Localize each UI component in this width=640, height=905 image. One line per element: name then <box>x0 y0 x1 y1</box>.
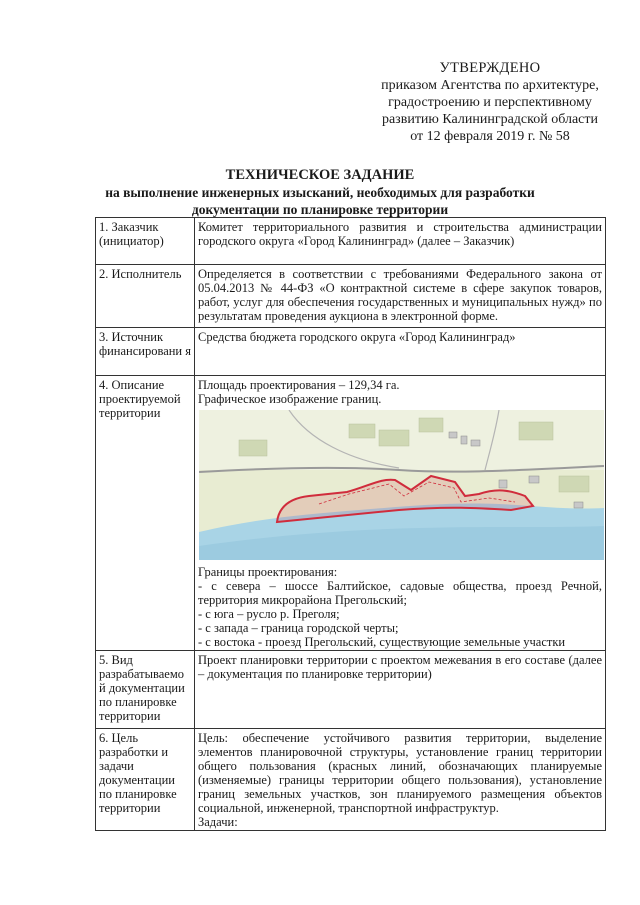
row-value <box>195 729 606 831</box>
row-label: 2. Исполнитель <box>96 265 195 328</box>
border-east: - с востока - проезд Прегольский, существующие земельные участки <box>198 635 566 649</box>
tasks-text: Задачи: <box>198 815 238 829</box>
row-value <box>195 328 606 376</box>
territory-map <box>199 410 604 560</box>
table-row <box>96 376 606 651</box>
doc-type-text: Проект планировки территории с проектом межевания в его составе (далее – документация по планировке территории) <box>198 653 602 681</box>
goals-text: Цель: обеспечение устойчивого развития территории, выделение элементов планировочной структуры, установление границ территории общего пользования (красных линий, обозначающих планируемые (изменяемые) границы территории общего пользования), установление границ земельных участков, зон планируемого размещения объектов социальной, инженерной, транспортной инфраструктур. <box>198 731 602 815</box>
title-main: ТЕХНИЧЕСКОЕ ЗАДАНИЕ <box>225 167 415 183</box>
border-west: - с запада – граница городской черты; <box>198 621 399 635</box>
approval-date: от 12 февраля 2019 г. № 58 <box>410 129 570 144</box>
approval-heading: УТВЕРЖДЕНО <box>439 60 541 76</box>
customer-text: Комитет территориального развития и строительства администрации городского округа «Город Калининград» (далее – Заказчик) <box>198 220 602 248</box>
funding-text: Средства бюджета городского округа «Город Калининград» <box>198 330 516 344</box>
document-title <box>95 167 545 218</box>
borders-heading: Границы проектирования: <box>198 565 338 579</box>
table-row <box>96 651 606 729</box>
row-value <box>195 265 606 328</box>
row-label: 6. Цель разработки и задачи документации по планировке территории <box>96 729 195 831</box>
row-value <box>195 376 606 651</box>
row-label: 5. Вид разрабатываемо й документации по планировке территории <box>96 651 195 729</box>
title-subtitle: на выполнение инженерных изысканий, необходимых для разработки <box>105 185 535 200</box>
table-row <box>96 729 606 831</box>
approval-block <box>365 60 615 145</box>
graphic-caption: Графическое изображение границ. <box>198 392 382 406</box>
contractor-text: Определяется в соответствии с требованиями Федерального закона от 05.04.2013 № 44-ФЗ «О контрактной системе в сфере закупок товаров, работ, услуг для обеспечения государственных и муниципальных нужд» по результатам проведения аукциона в электронной форме. <box>198 267 602 323</box>
approval-line: приказом Агентства по архитектуре, <box>381 78 599 93</box>
border-south: - с юга – русло р. Преголя; <box>198 607 340 621</box>
row-label: 1. Заказчик (инициатор) <box>96 218 195 265</box>
area-text: Площадь проектирования – 129,34 га. <box>198 378 400 392</box>
table-row <box>96 328 606 376</box>
table-row <box>96 265 606 328</box>
approval-line: развитию Калининградской области <box>381 112 599 127</box>
spec-table <box>95 217 606 831</box>
row-label: 4. Описание проектируемой территории <box>96 376 195 651</box>
row-label: 3. Источник финансировани я <box>96 328 195 376</box>
table-row <box>96 218 606 265</box>
row-value <box>195 651 606 729</box>
border-north: - с севера – шоссе Балтийское, садовые общества, проезд Речной, территория микрорайона Прегольский; <box>198 579 602 607</box>
approval-line: градостроению и перспективному <box>388 95 592 110</box>
title-subtitle: документации по планировке территории <box>191 202 449 217</box>
row-value <box>195 218 606 265</box>
